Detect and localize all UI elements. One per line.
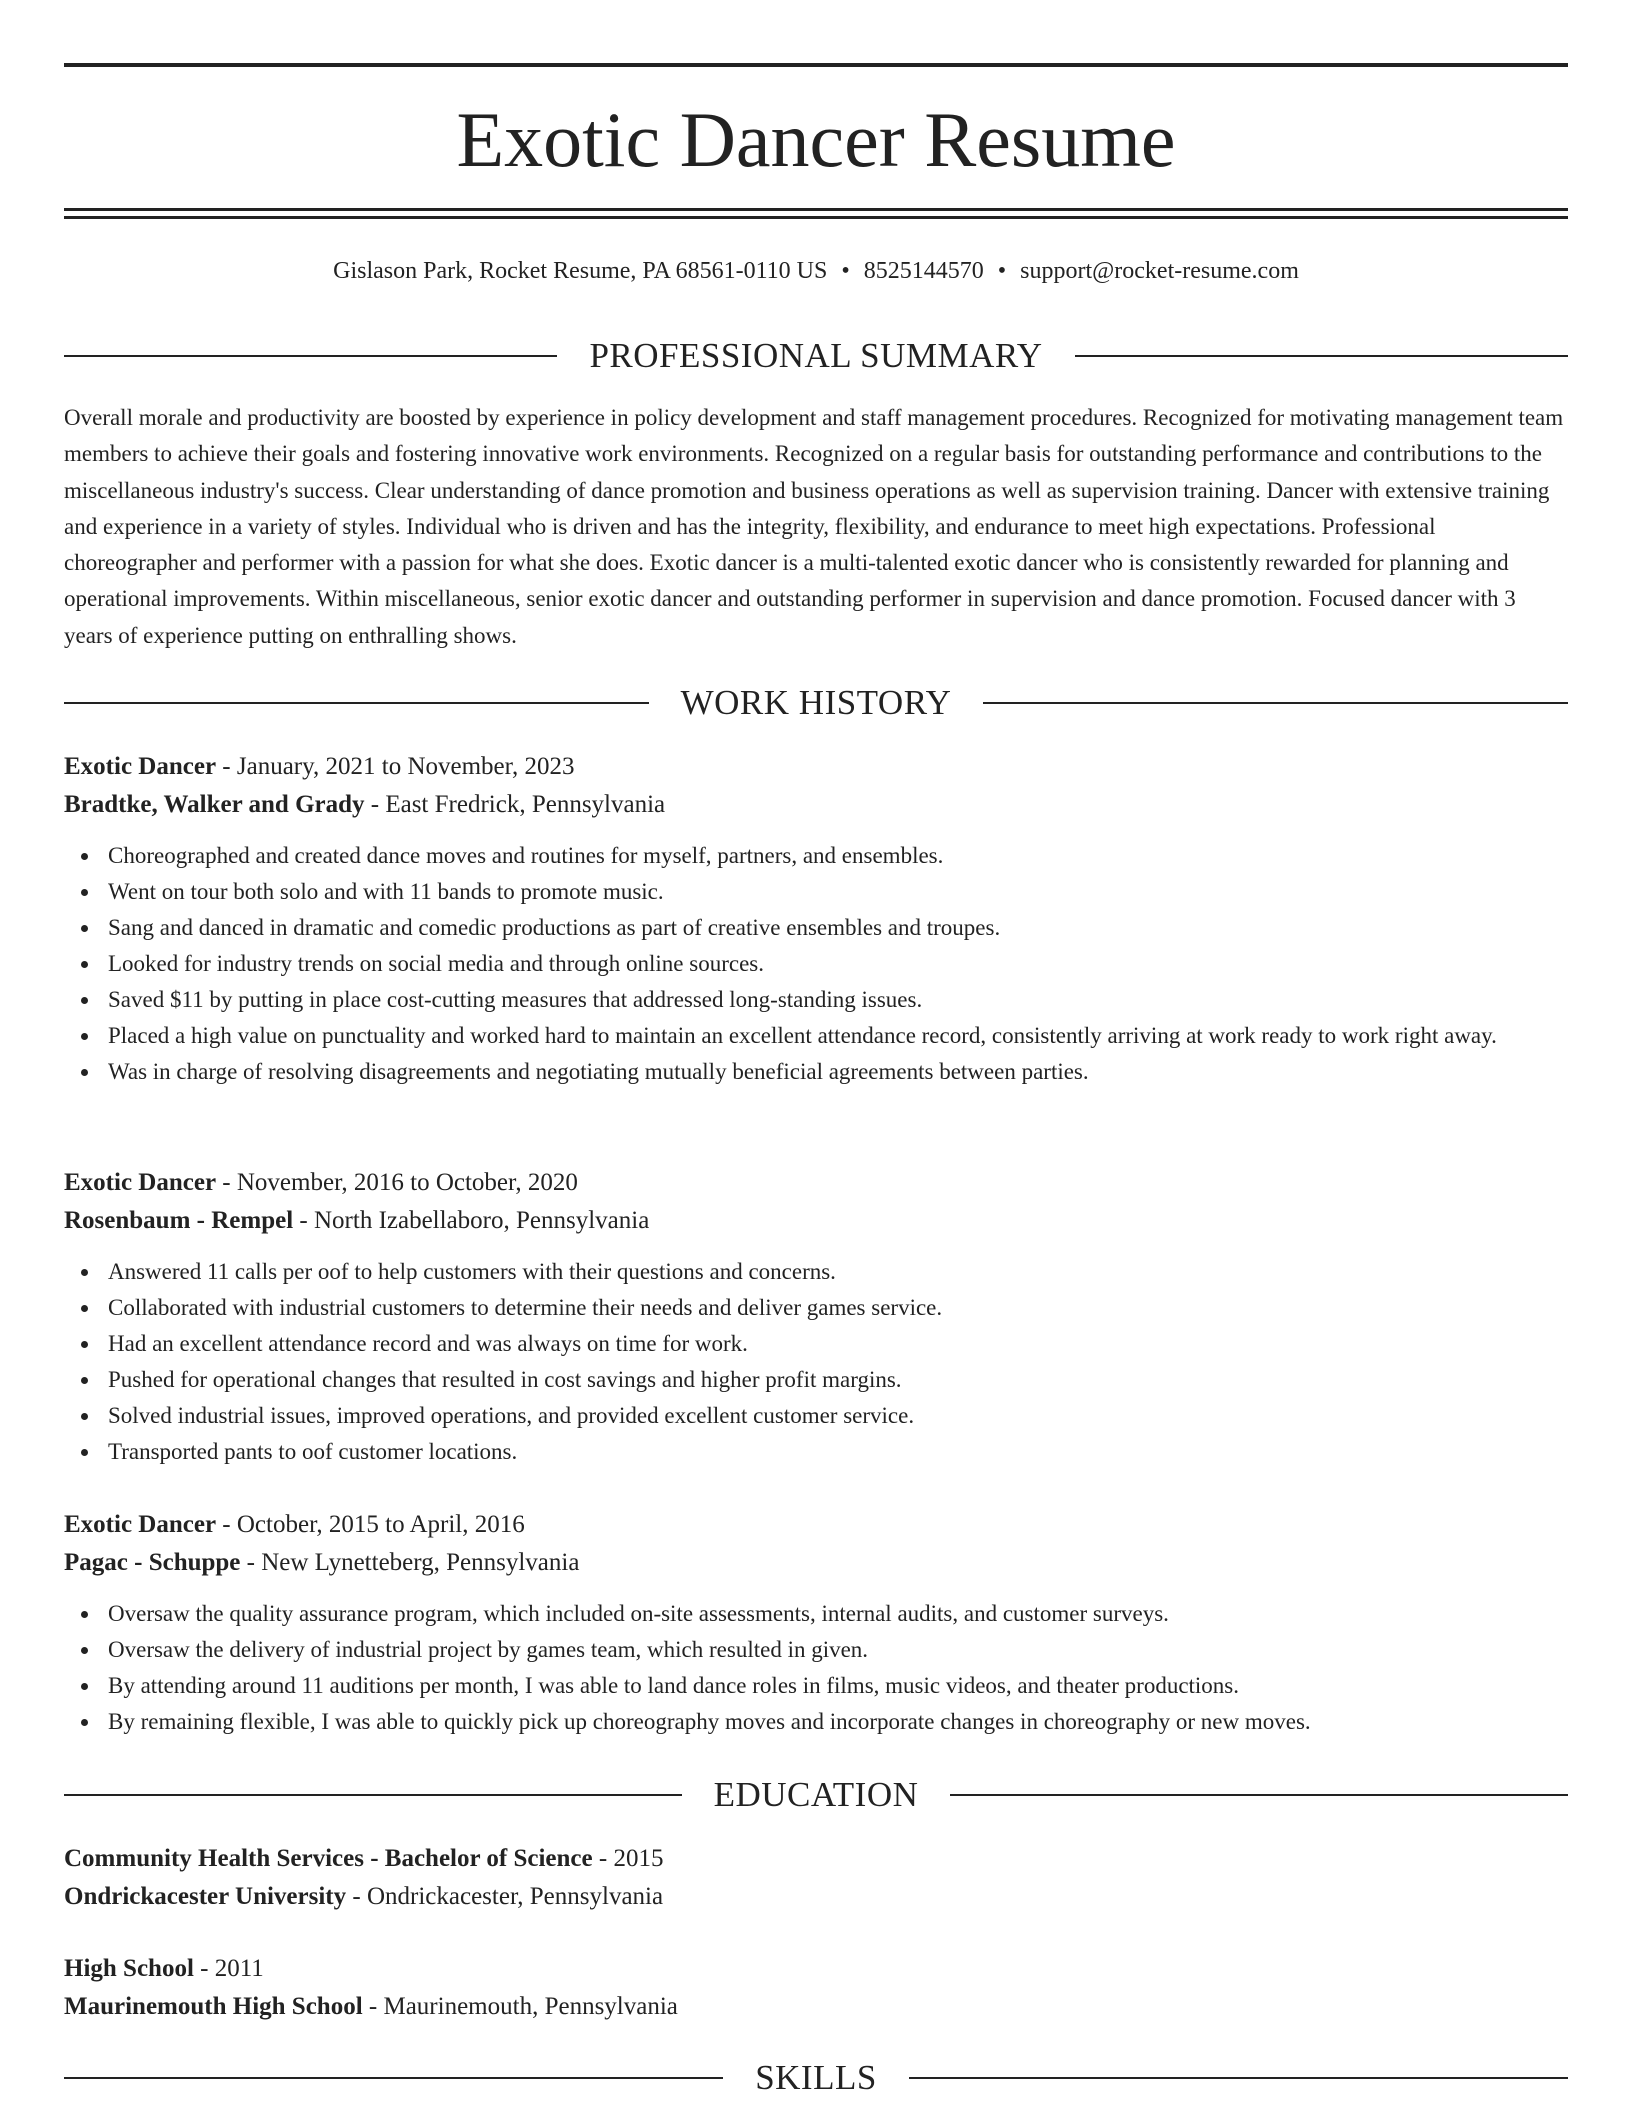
education-year: - 2015 (592, 1845, 664, 1872)
list-item: Looked for industry trends on social media and through online sources. (108, 946, 1568, 982)
section-rule-right (983, 702, 1568, 704)
list-item: Oversaw the delivery of industrial project by games team, which resulted in given. (108, 1632, 1568, 1668)
section-heading-education (64, 1775, 1568, 1815)
list-item: Choreographed and created dance moves and routines for myself, partners, and ensembles. (108, 838, 1568, 874)
job-bullets (64, 1254, 1568, 1470)
education-location: - Maurinemouth, Pennsylvania (362, 1993, 678, 2020)
section-heading-skills (64, 2058, 1568, 2098)
list-item: Pushed for operational changes that resulted in cost savings and higher profit margins. (108, 1362, 1568, 1398)
job-title: Exotic Dancer (64, 753, 217, 780)
page-title: Exotic Dancer Resume (456, 96, 1176, 183)
list-item: By remaining flexible, I was able to quickly pick up choreography moves and incorporate changes in choreography or new moves. (108, 1704, 1568, 1740)
contact-line (64, 254, 1568, 288)
section-heading-summary (64, 336, 1568, 376)
job-entry (64, 748, 1568, 1090)
education-school-line (64, 1878, 1568, 1916)
education-degree: High School (64, 1955, 194, 1982)
job-company-line (64, 1202, 1568, 1240)
contact-email: support@rocket-resume.com (1020, 258, 1299, 284)
education-location: - Ondrickacester, Pennsylvania (346, 1883, 664, 1910)
job-company-line (64, 1544, 1568, 1582)
header-double-rule-upper (64, 208, 1568, 211)
education-school: Maurinemouth High School (64, 1993, 363, 2020)
education-school-line (64, 1988, 1568, 2026)
list-item: Was in charge of resolving disagreements and negotiating mutually beneficial agreements between parties. (108, 1054, 1568, 1090)
list-item: Solved industrial issues, improved operations, and provided excellent customer service. (108, 1398, 1568, 1434)
section-title-work: WORK HISTORY (680, 683, 952, 722)
job-title: Exotic Dancer (64, 1511, 217, 1538)
section-title-summary: PROFESSIONAL SUMMARY (589, 336, 1043, 375)
job-location: - New Lynetteberg, Pennsylvania (240, 1549, 580, 1576)
section-rule-right (950, 1794, 1568, 1796)
education-degree-line (64, 1840, 1568, 1878)
job-entry (64, 1506, 1568, 1740)
education-degree-line (64, 1950, 1568, 1988)
education-degree: Community Health Services - Bachelor of Science (64, 1845, 593, 1872)
contact-address: Gislason Park, Rocket Resume, PA 68561-0110 US (333, 258, 828, 284)
section-rule-left (64, 355, 557, 357)
job-company: Pagac - Schuppe (64, 1549, 241, 1576)
list-item: Oversaw the quality assurance program, which included on-site assessments, internal audits, and customer surveys. (108, 1596, 1568, 1632)
list-item: Sang and danced in dramatic and comedic productions as part of creative ensembles and troupes. (108, 910, 1568, 946)
list-item: Answered 11 calls per oof to help customers with their questions and concerns. (108, 1254, 1568, 1290)
education-entry (64, 1840, 1568, 1916)
job-dates: - October, 2015 to April, 2016 (216, 1511, 525, 1538)
list-item: Saved $11 by putting in place cost-cutting measures that addressed long-standing issues. (108, 982, 1568, 1018)
header-top-rule (64, 63, 1568, 67)
section-heading-work (64, 683, 1568, 723)
job-bullets (64, 838, 1568, 1090)
section-rule-left (64, 1794, 682, 1796)
job-title-line (64, 748, 1568, 786)
section-title-education: EDUCATION (713, 1775, 919, 1814)
section-rule-right (909, 2077, 1568, 2079)
list-item: Had an excellent attendance record and was always on time for work. (108, 1326, 1568, 1362)
job-company: Bradtke, Walker and Grady (64, 791, 365, 818)
job-company-line (64, 786, 1568, 824)
summary-paragraph: Overall morale and productivity are boosted by experience in policy development and staff management procedures. Recognized for motivating management team members to achieve their goals and fostering innovative work environments. Recognized on a regular basis for outstanding performance and contributions to the miscellaneous industry's success. Clear understanding of dance promotion and business operations as well as supervision training. Dancer with extensive training and experience in a variety of styles. Individual who is driven and has the integrity, flexibility, and endurance to meet high expectations. Professional choreographer and performer with a passion for what she does. Exotic dancer is a multi-talented exotic dancer who is consistently rewarded for planning and operational improvements. Within miscellaneous, senior exotic dancer and outstanding performer in supervision and dance promotion. Focused dancer with 3 years of experience putting on enthralling shows. (64, 405, 1564, 648)
job-dates: - November, 2016 to October, 2020 (216, 1169, 578, 1196)
job-entry (64, 1164, 1568, 1470)
contact-separator: • (841, 258, 850, 284)
education-school: Ondrickacester University (64, 1883, 347, 1910)
list-item: Collaborated with industrial customers to determine their needs and deliver games service. (108, 1290, 1568, 1326)
list-item: Placed a high value on punctuality and worked hard to maintain an excellent attendance record, consistently arriving at work ready to work right away. (108, 1018, 1568, 1054)
job-dates: - January, 2021 to November, 2023 (216, 753, 575, 780)
job-company: Rosenbaum - Rempel (64, 1207, 294, 1234)
education-year: - 2011 (193, 1955, 264, 1982)
job-location: - East Fredrick, Pennsylvania (364, 791, 666, 818)
section-rule-right (1075, 355, 1568, 357)
job-bullets (64, 1596, 1568, 1740)
list-item: By attending around 11 auditions per month, I was able to land dance roles in films, music videos, and theater productions. (108, 1668, 1568, 1704)
job-title-line (64, 1506, 1568, 1544)
job-location: - North Izabellaboro, Pennsylvania (293, 1207, 650, 1234)
header-double-rule-lower (64, 216, 1568, 219)
list-item: Went on tour both solo and with 11 bands to promote music. (108, 874, 1568, 910)
section-title-skills: SKILLS (755, 2058, 877, 2097)
section-rule-left (64, 2077, 723, 2079)
job-title-line (64, 1164, 1568, 1202)
contact-separator: • (997, 258, 1007, 284)
education-entry (64, 1950, 1568, 2026)
job-title: Exotic Dancer (64, 1169, 217, 1196)
section-rule-left (64, 702, 649, 704)
contact-phone: 8525144570 (863, 258, 984, 284)
list-item: Transported pants to oof customer locations. (108, 1434, 1568, 1470)
